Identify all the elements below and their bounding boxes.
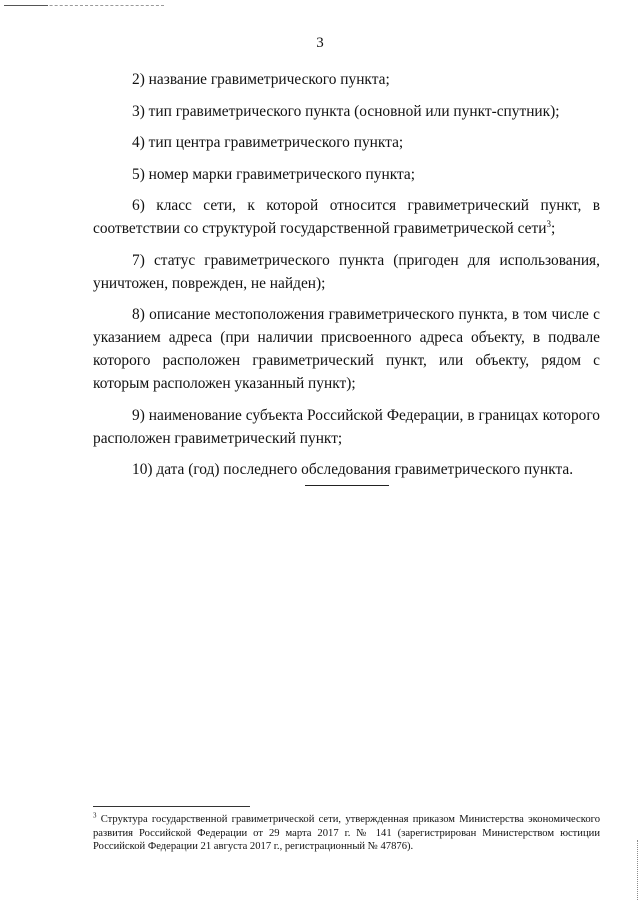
list-item-8: 8) описание местоположения гравиметрического пункта, в том числе с указанием адреса (при наличии присвоенного адреса объекту, в подвале которого расположен гравиметрический пункт, или объекту, рядом с которым расположен указанный пункт);	[93, 306, 600, 392]
list-item-2: 2) название гравиметрического пункта;	[132, 71, 390, 88]
footnote-text: Структура государственной гравиметрической сети, утвержденная приказом Министерства экономического развития Российской Федерации от 29 марта 2017 г. № 141 (зарегистрирован Министерством юстиции Российской Федерации 21 августа 2017 г., регистрационный № 47876).	[93, 814, 600, 852]
list-item-4: 4) тип центра гравиметрического пункта;	[132, 134, 404, 151]
section-end-rule	[305, 485, 389, 486]
list-item-5: 5) номер марки гравиметрического пункта;	[132, 165, 416, 183]
footnote-separator	[93, 806, 250, 807]
list-item-6-tail: ;	[550, 220, 556, 237]
list-item-10: 10) дата (год) последнего обследования гравиметрического пункта.	[132, 461, 574, 478]
list-item-9: 9) наименование субъекта Российской Федерации, в границах которого расположен гравиметрический пункт;	[93, 406, 600, 447]
scan-top-rule-mark	[4, 5, 48, 6]
footnote-marker: 3	[93, 811, 97, 820]
list-item-6-text: 6) класс сети, к которой относится гравиметрический пункт, в соответствии со структурой государственной гравиметрической сети	[93, 197, 600, 237]
list-item-3: 3) тип гравиметрического пункта (основной или пункт-спутник);	[132, 102, 560, 120]
list-item-7: 7) статус гравиметрического пункта (пригоден для использования, уничтожен, поврежден, не найден);	[93, 251, 600, 292]
scan-edge-marks	[631, 840, 638, 900]
footnote-reference: 3	[546, 218, 551, 229]
document-body	[93, 68, 600, 490]
footnote	[93, 813, 600, 854]
page-number: 3	[316, 35, 324, 51]
list-item-6	[93, 194, 600, 240]
